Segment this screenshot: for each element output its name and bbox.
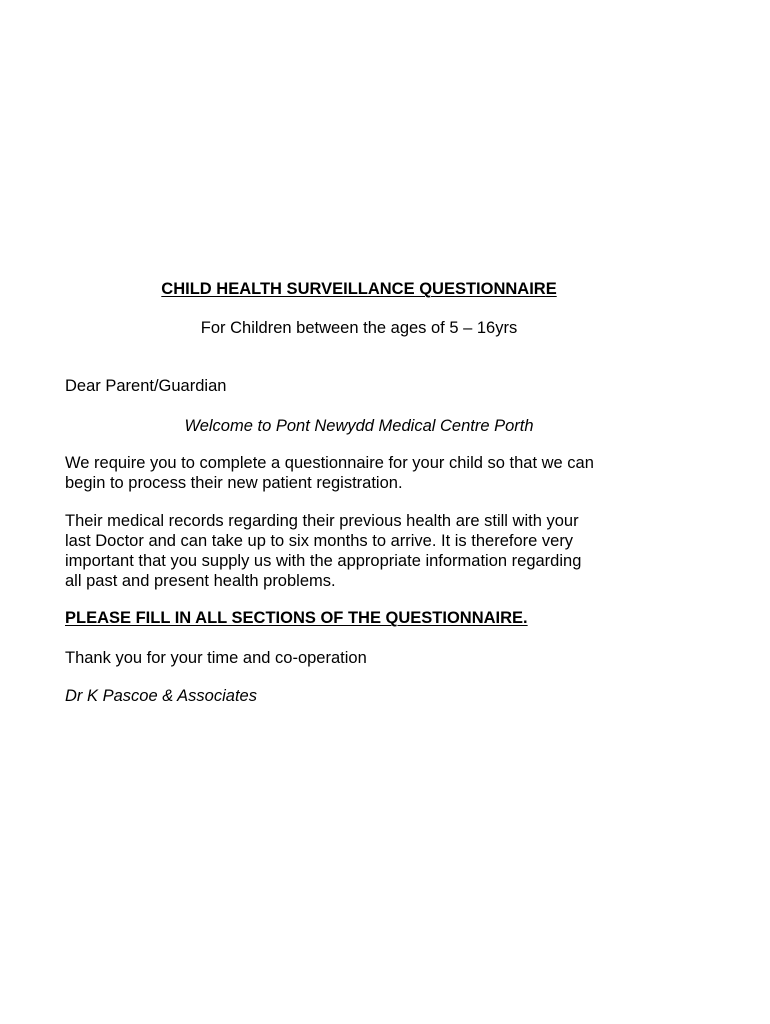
document-title: CHILD HEALTH SURVEILLANCE QUESTIONNAIRE (161, 280, 557, 298)
signature: Dr K Pascoe & Associates (65, 687, 257, 705)
paragraph-medical-records (65, 511, 685, 591)
thanks-line: Thank you for your time and co-operation (65, 649, 367, 667)
fill-all-sections-notice: PLEASE FILL IN ALL SECTIONS OF THE QUESTIONNAIRE. (65, 609, 528, 627)
salutation: Dear Parent/Guardian (65, 377, 227, 395)
paragraph-line: important that you supply us with the appropriate information regarding (65, 552, 582, 570)
paragraph-line: all past and present health problems. (65, 572, 336, 590)
paragraph-line: last Doctor and can take up to six months to arrive. It is therefore very (65, 532, 574, 550)
paragraph-line: begin to process their new patient registration. (65, 474, 403, 492)
welcome-line: Welcome to Pont Newydd Medical Centre Porth (184, 417, 534, 435)
paragraph-registration (65, 453, 685, 493)
paragraph-line: Their medical records regarding their previous health are still with your (65, 512, 579, 530)
paragraph-line: We require you to complete a questionnaire for your child so that we can (65, 454, 594, 472)
document-subtitle: For Children between the ages of 5 – 16yrs (200, 319, 518, 337)
